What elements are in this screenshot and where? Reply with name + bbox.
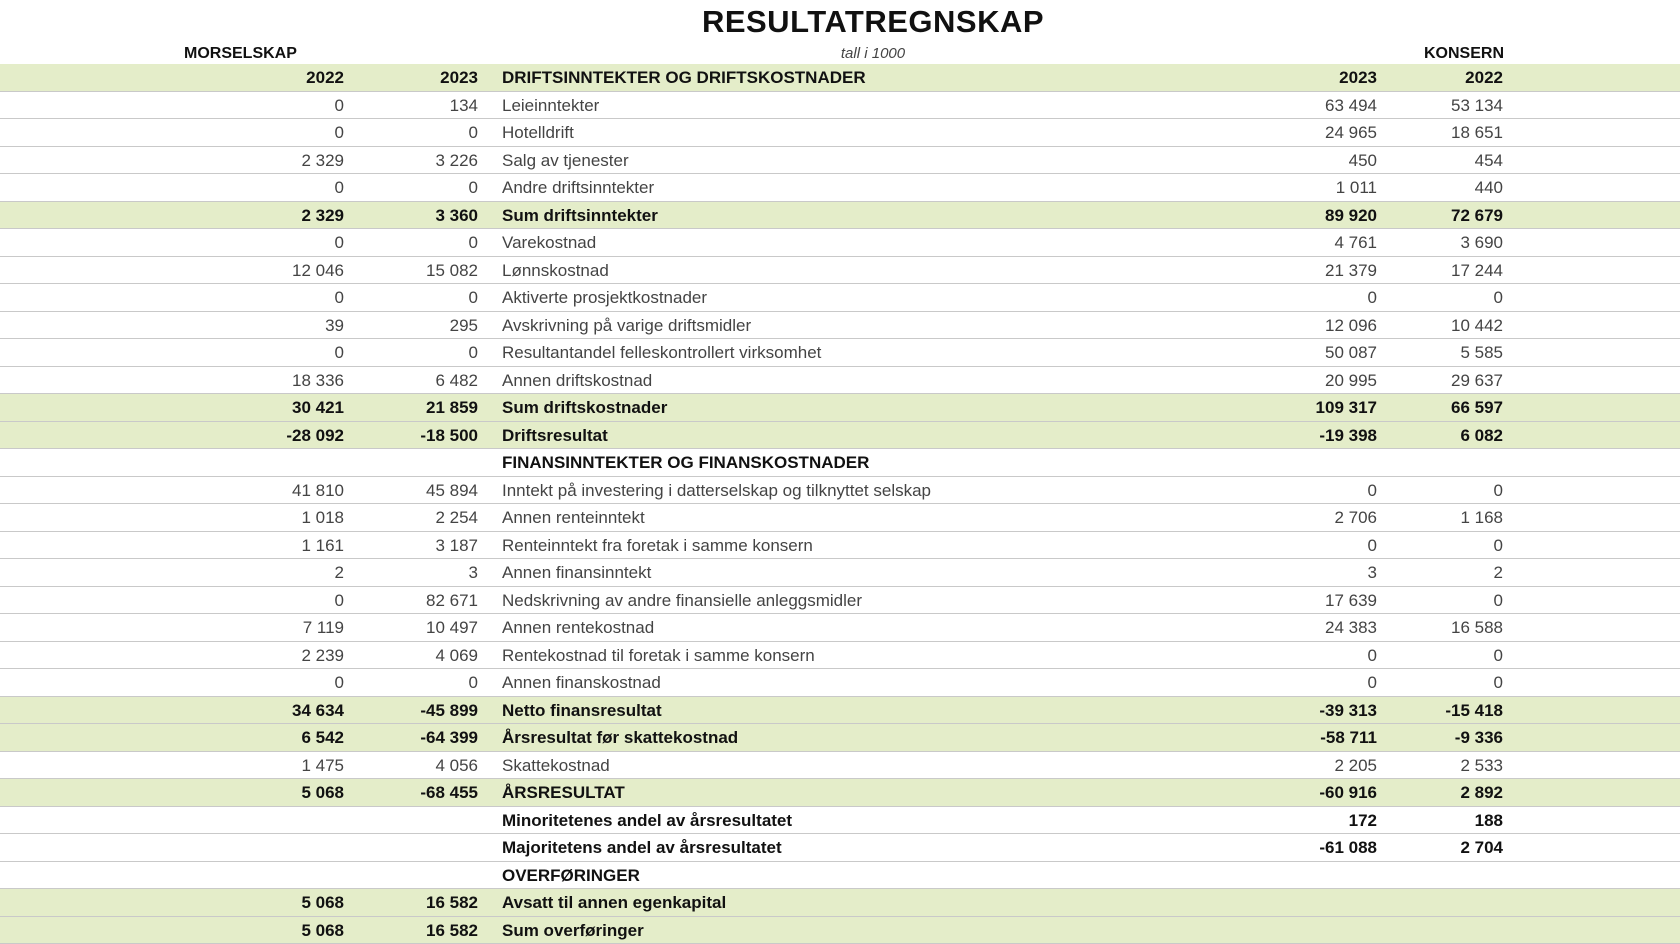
cell-group-2023: -58 711	[1320, 724, 1377, 751]
cell-group-2023: 17 639	[1325, 587, 1377, 614]
cell-group-2022: 0	[1494, 532, 1503, 559]
cell-group-2022: 2 533	[1460, 752, 1503, 779]
cell-group-2022: 0	[1494, 642, 1503, 669]
cell-label: Annen driftskostnad	[502, 367, 652, 394]
table-row	[0, 532, 1680, 560]
cell-parent-2023: 0	[469, 174, 478, 201]
page-title: RESULTATREGNSKAP	[0, 4, 1680, 40]
header-parent-2023: 2023	[440, 64, 478, 91]
table-row	[0, 724, 1680, 752]
cell-parent-2022: 34 634	[292, 697, 344, 724]
cell-group-2023: 2 706	[1334, 504, 1377, 531]
cell-group-2023: 0	[1368, 642, 1377, 669]
table-row	[0, 449, 1680, 477]
cell-parent-2022: 39	[325, 312, 344, 339]
cell-group-2023: 0	[1368, 477, 1377, 504]
cell-label: Årsresultat før skattekostnad	[502, 724, 738, 751]
cell-label: Avsatt til annen egenkapital	[502, 889, 726, 916]
cell-parent-2023: 0	[469, 229, 478, 256]
cell-label: Sum driftskostnader	[502, 394, 667, 421]
table-row	[0, 917, 1680, 944]
table-row	[0, 147, 1680, 175]
cell-label: Annen rentekostnad	[502, 614, 654, 641]
table-row	[0, 669, 1680, 697]
cell-group-2022: 6 082	[1460, 422, 1503, 449]
table-row	[0, 202, 1680, 230]
table-row	[0, 697, 1680, 725]
table-row	[0, 477, 1680, 505]
table-row	[0, 752, 1680, 780]
cell-parent-2023: 4 056	[435, 752, 478, 779]
cell-group-2023: 0	[1368, 669, 1377, 696]
header-parent-2022: 2022	[306, 64, 344, 91]
cell-label: Sum overføringer	[502, 917, 644, 944]
cell-parent-2023: 3 187	[435, 532, 478, 559]
cell-group-2022: 72 679	[1451, 202, 1503, 229]
cell-group-2022: 1 168	[1460, 504, 1503, 531]
cell-parent-2022: 2 239	[301, 642, 344, 669]
cell-label: Resultantandel felleskontrollert virksomhet	[502, 339, 821, 366]
cell-group-2022: -15 418	[1445, 697, 1503, 724]
cell-parent-2022: 41 810	[292, 477, 344, 504]
header-group-2023: 2023	[1339, 64, 1377, 91]
cell-parent-2022: 1 018	[301, 504, 344, 531]
cell-parent-2022: 2	[335, 559, 344, 586]
cell-label: Sum driftsinntekter	[502, 202, 658, 229]
cell-parent-2023: 45 894	[426, 477, 478, 504]
cell-parent-2022: 0	[335, 174, 344, 201]
cell-group-2022: 66 597	[1451, 394, 1503, 421]
cell-parent-2022: 5 068	[301, 779, 344, 806]
table-row	[0, 642, 1680, 670]
cell-group-2023: -61 088	[1319, 834, 1377, 861]
cell-label: Renteinntekt fra foretak i samme konsern	[502, 532, 813, 559]
cell-parent-2022: 1 161	[301, 532, 344, 559]
cell-parent-2022: 0	[335, 92, 344, 119]
table-row	[0, 559, 1680, 587]
table-row	[0, 862, 1680, 890]
cell-group-2022: 29 637	[1451, 367, 1503, 394]
table-row	[0, 339, 1680, 367]
cell-group-2022: 18 651	[1451, 119, 1503, 146]
cell-parent-2023: 16 582	[426, 889, 478, 916]
cell-label: Leieinntekter	[502, 92, 599, 119]
cell-parent-2022: 7 119	[303, 614, 344, 641]
cell-label: Nedskrivning av andre finansielle anleggsmidler	[502, 587, 862, 614]
table-row	[0, 394, 1680, 422]
cell-parent-2023: 295	[450, 312, 478, 339]
cell-label: FINANSINNTEKTER OG FINANSKOSTNADER	[502, 449, 869, 476]
cell-parent-2023: 16 582	[426, 917, 478, 944]
cell-parent-2022: 0	[335, 669, 344, 696]
cell-group-2022: 0	[1494, 669, 1503, 696]
parent-company-label: MORSELSKAP	[184, 45, 297, 63]
table-row	[0, 614, 1680, 642]
cell-parent-2023: -64 399	[420, 724, 478, 751]
cell-group-2022: -9 336	[1455, 724, 1503, 751]
cell-group-2023: 63 494	[1325, 92, 1377, 119]
cell-group-2023: 89 920	[1325, 202, 1377, 229]
cell-parent-2023: -68 455	[420, 779, 478, 806]
cell-label: Annen renteinntekt	[502, 504, 645, 531]
cell-group-2022: 17 244	[1451, 257, 1503, 284]
cell-group-2023: 109 317	[1316, 394, 1377, 421]
cell-group-2023: -39 313	[1319, 697, 1377, 724]
cell-group-2022: 454	[1475, 147, 1503, 174]
cell-parent-2023: 2 254	[435, 504, 478, 531]
cell-parent-2022: 12 046	[292, 257, 344, 284]
cell-parent-2022: 18 336	[292, 367, 344, 394]
table-row	[0, 92, 1680, 120]
cell-parent-2023: 0	[469, 339, 478, 366]
cell-parent-2023: 3 226	[435, 147, 478, 174]
cell-parent-2023: 134	[450, 92, 478, 119]
table-row	[0, 312, 1680, 340]
cell-label: Majoritetens andel av årsresultatet	[502, 834, 782, 861]
cell-group-2023: 450	[1349, 147, 1377, 174]
cell-label: Aktiverte prosjektkostnader	[502, 284, 707, 311]
header-section-label: DRIFTSINNTEKTER OG DRIFTSKOSTNADER	[502, 64, 866, 91]
cell-group-2023: 0	[1368, 532, 1377, 559]
table-row	[0, 779, 1680, 807]
cell-group-2022: 2 892	[1460, 779, 1503, 806]
table-row	[0, 807, 1680, 835]
cell-parent-2022: 6 542	[301, 724, 344, 751]
cell-group-2023: 172	[1349, 807, 1377, 834]
table-row	[0, 422, 1680, 450]
cell-parent-2023: 0	[469, 119, 478, 146]
cell-parent-2023: 21 859	[426, 394, 478, 421]
cell-label: Netto finansresultat	[502, 697, 662, 724]
cell-group-2023: 50 087	[1325, 339, 1377, 366]
cell-group-2022: 2	[1494, 559, 1503, 586]
cell-parent-2023: 15 082	[426, 257, 478, 284]
cell-parent-2023: 6 482	[435, 367, 478, 394]
cell-group-2023: 24 965	[1325, 119, 1377, 146]
cell-group-2023: 3	[1368, 559, 1377, 586]
table-row	[0, 587, 1680, 615]
cell-parent-2023: 3	[469, 559, 478, 586]
cell-parent-2022: 2 329	[301, 202, 344, 229]
cell-parent-2022: 0	[335, 587, 344, 614]
cell-group-2022: 440	[1475, 174, 1503, 201]
cell-label: Varekostnad	[502, 229, 596, 256]
cell-parent-2022: 5 068	[301, 917, 344, 944]
table-row	[0, 257, 1680, 285]
cell-parent-2023: -45 899	[420, 697, 478, 724]
table-row	[0, 834, 1680, 862]
cell-parent-2022: 0	[335, 284, 344, 311]
cell-group-2023: 24 383	[1325, 614, 1377, 641]
cell-parent-2023: 0	[469, 669, 478, 696]
cell-group-2023: 1 011	[1336, 174, 1377, 201]
cell-group-2022: 2 704	[1460, 834, 1503, 861]
cell-group-2022: 16 588	[1451, 614, 1503, 641]
cell-label: Minoritetenes andel av årsresultatet	[502, 807, 792, 834]
cell-group-2022: 0	[1494, 477, 1503, 504]
cell-parent-2022: 0	[335, 339, 344, 366]
cell-parent-2023: 10 497	[426, 614, 478, 641]
cell-group-2023: 2 205	[1334, 752, 1377, 779]
cell-label: Salg av tjenester	[502, 147, 629, 174]
cell-group-2022: 0	[1494, 284, 1503, 311]
cell-group-2022: 10 442	[1451, 312, 1503, 339]
cell-group-2023: 0	[1368, 284, 1377, 311]
header-group-2022: 2022	[1465, 64, 1503, 91]
table-row	[0, 889, 1680, 917]
cell-label: Lønnskostnad	[502, 257, 609, 284]
cell-parent-2022: 0	[335, 119, 344, 146]
cell-parent-2022: 0	[335, 229, 344, 256]
group-label: KONSERN	[1424, 45, 1504, 63]
cell-group-2023: -19 398	[1319, 422, 1377, 449]
cell-group-2022: 0	[1494, 587, 1503, 614]
table-row	[0, 367, 1680, 395]
cell-label: Driftsresultat	[502, 422, 608, 449]
cell-parent-2022: -28 092	[286, 422, 344, 449]
cell-label: OVERFØRINGER	[502, 862, 640, 889]
cell-parent-2022: 30 421	[292, 394, 344, 421]
cell-parent-2022: 1 475	[301, 752, 344, 779]
cell-group-2023: 20 995	[1325, 367, 1377, 394]
cell-group-2022: 3 690	[1460, 229, 1503, 256]
cell-group-2022: 5 585	[1460, 339, 1503, 366]
cell-label: Andre driftsinntekter	[502, 174, 654, 201]
table-row	[0, 284, 1680, 312]
cell-label: Annen finansinntekt	[502, 559, 651, 586]
cell-parent-2023: -18 500	[420, 422, 478, 449]
cell-label: ÅRSRESULTAT	[502, 779, 625, 806]
table-row	[0, 229, 1680, 257]
cell-group-2022: 188	[1475, 807, 1503, 834]
cell-label: Hotelldrift	[502, 119, 574, 146]
cell-label: Avskrivning på varige driftsmidler	[502, 312, 751, 339]
table-row	[0, 504, 1680, 532]
cell-group-2023: 4 761	[1334, 229, 1377, 256]
cell-parent-2022: 2 329	[301, 147, 344, 174]
cell-label: Skattekostnad	[502, 752, 610, 779]
table-header-row	[0, 64, 1680, 92]
cell-label: Annen finanskostnad	[502, 669, 661, 696]
cell-label: Rentekostnad til foretak i samme konsern	[502, 642, 815, 669]
cell-group-2023: 12 096	[1325, 312, 1377, 339]
cell-label: Inntekt på investering i datterselskap og tilknyttet selskap	[502, 477, 931, 504]
table-row	[0, 174, 1680, 202]
cell-group-2023: 21 379	[1325, 257, 1377, 284]
unit-note: tall i 1000	[0, 45, 1680, 62]
income-statement-table	[0, 64, 1680, 944]
cell-group-2023: -60 916	[1319, 779, 1377, 806]
cell-group-2022: 53 134	[1451, 92, 1503, 119]
cell-parent-2023: 0	[469, 284, 478, 311]
table-row	[0, 119, 1680, 147]
cell-parent-2023: 3 360	[435, 202, 478, 229]
cell-parent-2023: 4 069	[435, 642, 478, 669]
cell-parent-2023: 82 671	[426, 587, 478, 614]
cell-parent-2022: 5 068	[301, 889, 344, 916]
